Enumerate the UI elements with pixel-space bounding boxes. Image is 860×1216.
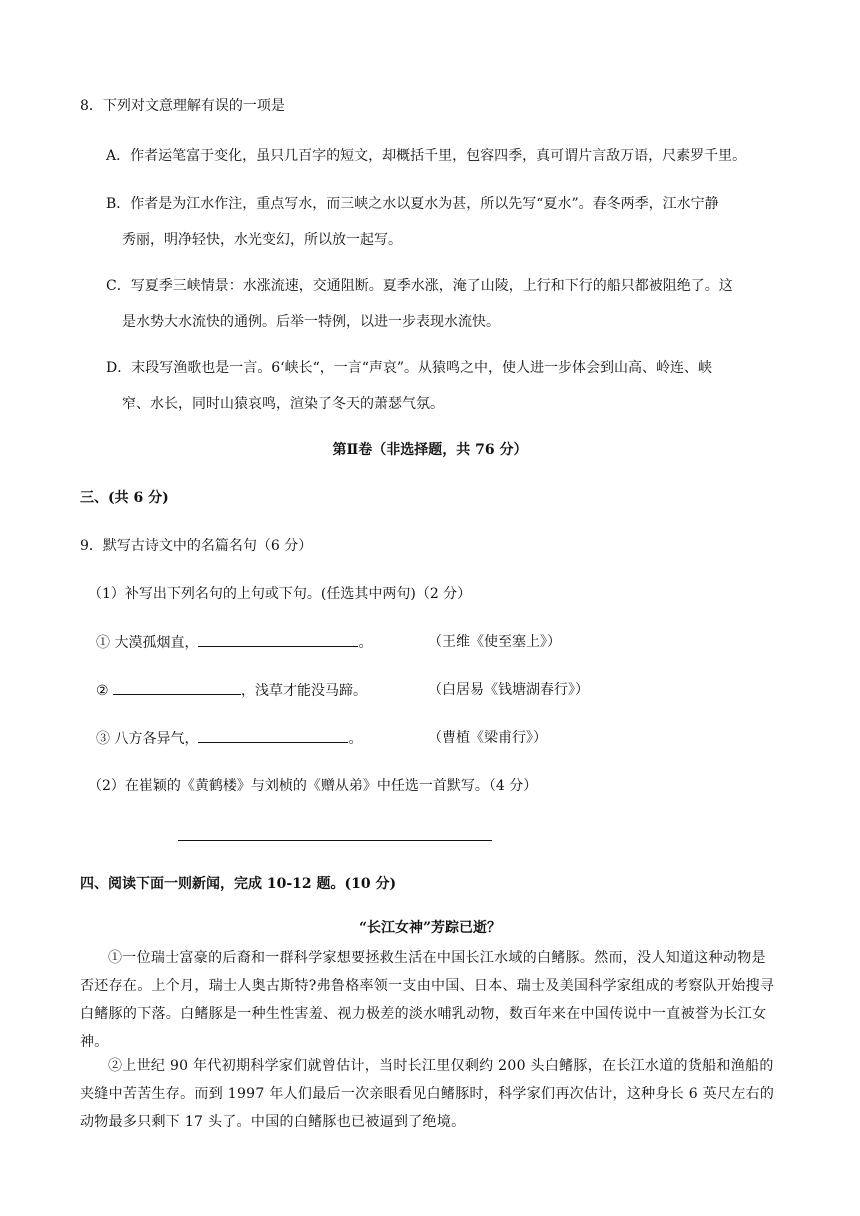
- news-paragraph-2: ②上世纪 90 年代初期科学家们就曾估计，当时长江里仅剩约 200 头白鳍豚，在长江水道的货船和渔船的夹缝中苦苦生存。而到 1997 年人们最后一次亲眼看见白鳍豚时，科学家们再次估计，这种身长 6 英尺左右的动物最多只剩下 17 头了。中国的白鳍豚也已被逼到了绝境。: [80, 1058, 775, 1130]
- q9-item3: ③ 八方各异气， 。: [96, 728, 362, 749]
- q9-item2-blank[interactable]: [113, 680, 241, 695]
- q9-answer-line[interactable]: [178, 840, 492, 841]
- q9-item3-blank[interactable]: [198, 728, 348, 743]
- q8-stem: 8．下列对文意理解有误的一项是: [80, 98, 285, 114]
- q8-option-c-line2: 是水势大水流快的通例。后举一特例，以进一步表现水流快。: [122, 314, 500, 330]
- q8-option-a: A．作者运笔富于变化，虽只几百字的短文，却概括千里，包容四季，真可谓片言敌万语，尺素罗千里。: [106, 148, 747, 164]
- q8-option-b-line2: 秀丽，明净轻快，水光变幻，所以放一起写。: [122, 232, 402, 248]
- q9-item1-blank[interactable]: [198, 632, 358, 647]
- part2-title: 第Ⅱ卷（非选择题，共 76 分）: [332, 442, 528, 458]
- q9-sub2: （2）在崔颖的《黄鹤楼》与刘桢的《赠从弟》中任选一首默写。（4 分）: [88, 778, 538, 794]
- q9-sub1: （1）补写出下列名句的上句或下句。(任选其中两句)（2 分）: [88, 586, 472, 602]
- q9-stem: 9．默写古诗文中的名篇名句（6 分）: [80, 538, 313, 554]
- q8-option-d-line2: 窄、水长，同时山猿哀鸣，渲染了冬天的萧瑟气氛。: [122, 396, 444, 412]
- q9-item2: ② ，浅草才能没马蹄。: [96, 680, 367, 701]
- q8-option-b-line1: B．作者是为江水作注，重点写水，而三峡之水以夏水为甚，所以先写“夏水”。春冬两季，江水宁静: [106, 196, 719, 212]
- q9-item1-source: （王维《使至塞上》）: [428, 634, 561, 650]
- q8-option-c-line1: C．写夏季三峡情景：水涨流速，交通阻断。夏季水涨，淹了山陵，上行和下行的船只都被阻绝了。这: [106, 278, 733, 294]
- section4-heading: 四、阅读下面一则新闻，完成 10-12 题。(10 分): [80, 876, 397, 892]
- q8-option-d-line1: D．末段写渔歌也是一言。6‘峡长“，一言“声哀”。从猿鸣之中，使人进一步体会到山高、岭连、峡: [106, 360, 713, 376]
- q9-item2-source: （白居易《钱塘湖春行》）: [428, 682, 589, 698]
- news-title: “长江女神”芳踪已逝？: [358, 920, 502, 936]
- q9-item3-source: （曹植《梁甫行》）: [428, 730, 547, 746]
- q9-item1: ① 大漠孤烟直， 。: [96, 632, 372, 653]
- section3-heading: 三、(共 6 分): [80, 490, 169, 506]
- news-paragraph-1: ①一位瑞士富豪的后裔和一群科学家想要拯救生活在中国长江水域的白鳍豚。然而，没人知道这种动物是否还存在。上个月，瑞士人奥古斯特?弗鲁格率领一支由中国、日本、瑞士及美国科学家组成的考察队开始搜寻白鳍豚的下落。白鳍豚是一种生性害羞、视力极差的淡水哺乳动物，数百年来在中国传说中一直被誉为长江女神。: [80, 950, 775, 1050]
